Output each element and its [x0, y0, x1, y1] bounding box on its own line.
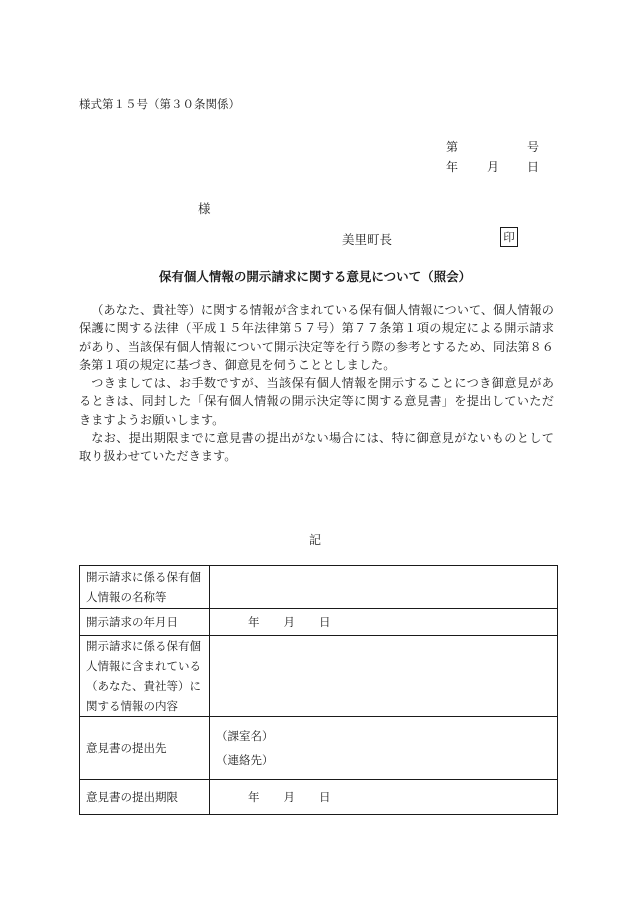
value-request-date: [210, 609, 558, 636]
label-info-content: 開示請求に係る保有個人情報に含まれている（あなた、貴社等）に関する情報の内容: [80, 636, 210, 717]
label-info-name: 開示請求に係る保有個人情報の名称等: [80, 566, 210, 609]
date-year: 年: [446, 160, 459, 174]
table-row: [80, 609, 558, 636]
request-day: 日: [319, 615, 331, 629]
addressee: 様: [198, 201, 211, 216]
paragraph-2: つきましては、お手数ですが、当該保有個人情報を開示することにつき御意見があるときは、同封した「保有個人情報の開示決定等に関する意見書」を提出していただきますようお願いします。: [79, 376, 554, 427]
label-request-date: 開示請求の年月日: [80, 609, 210, 636]
table-row: [80, 717, 558, 780]
sender: 美里町長: [342, 232, 393, 247]
table-row: [80, 636, 558, 717]
paragraph-1: （あなた、貴社等）に関する情報が含まれている保有個人情報について、個人情報の保護に関する法律（平成１５年法律第５７号）第７７条第１項の規定による開示請求があり、当該保有個人情報について開示決定等を行う際の参考とするため、同法第８６条第１項の規定に基づき、御意見を伺うこととしました。: [79, 303, 554, 372]
table-row: [80, 566, 558, 609]
date-month: 月: [487, 160, 500, 174]
label-deadline: 意見書の提出期限: [80, 780, 210, 815]
deadline-month: 月: [283, 790, 295, 804]
doc-number-label: 第: [446, 140, 459, 154]
value-deadline: [210, 780, 558, 815]
deadline-day: 日: [319, 790, 331, 804]
document-title: 保有個人情報の開示請求に関する意見について（照会）: [158, 269, 472, 284]
value-info-content: [210, 636, 558, 717]
paragraph-3: なお、提出期限までに意見書の提出がない場合には、特に御意見がないものとして取り扱わせていただきます。: [79, 431, 554, 464]
body-text: [79, 301, 554, 466]
table-row: [80, 780, 558, 815]
label-submit-to: 意見書の提出先: [80, 717, 210, 780]
seal-mark: 印: [500, 227, 518, 247]
contact-label: （連絡先）: [216, 753, 274, 767]
deadline-year: 年: [248, 790, 260, 804]
value-submit-to: [210, 717, 558, 780]
date-day: 日: [527, 160, 540, 174]
request-year: 年: [248, 615, 260, 629]
ki-heading: 記: [308, 533, 321, 547]
form-number: 様式第１５号（第３０条関係）: [79, 97, 240, 111]
dept-name-label: （課室名）: [216, 729, 274, 743]
value-info-name: [210, 566, 558, 609]
request-month: 月: [283, 615, 295, 629]
info-table: [79, 565, 558, 815]
doc-number-suffix: 号: [527, 140, 540, 154]
